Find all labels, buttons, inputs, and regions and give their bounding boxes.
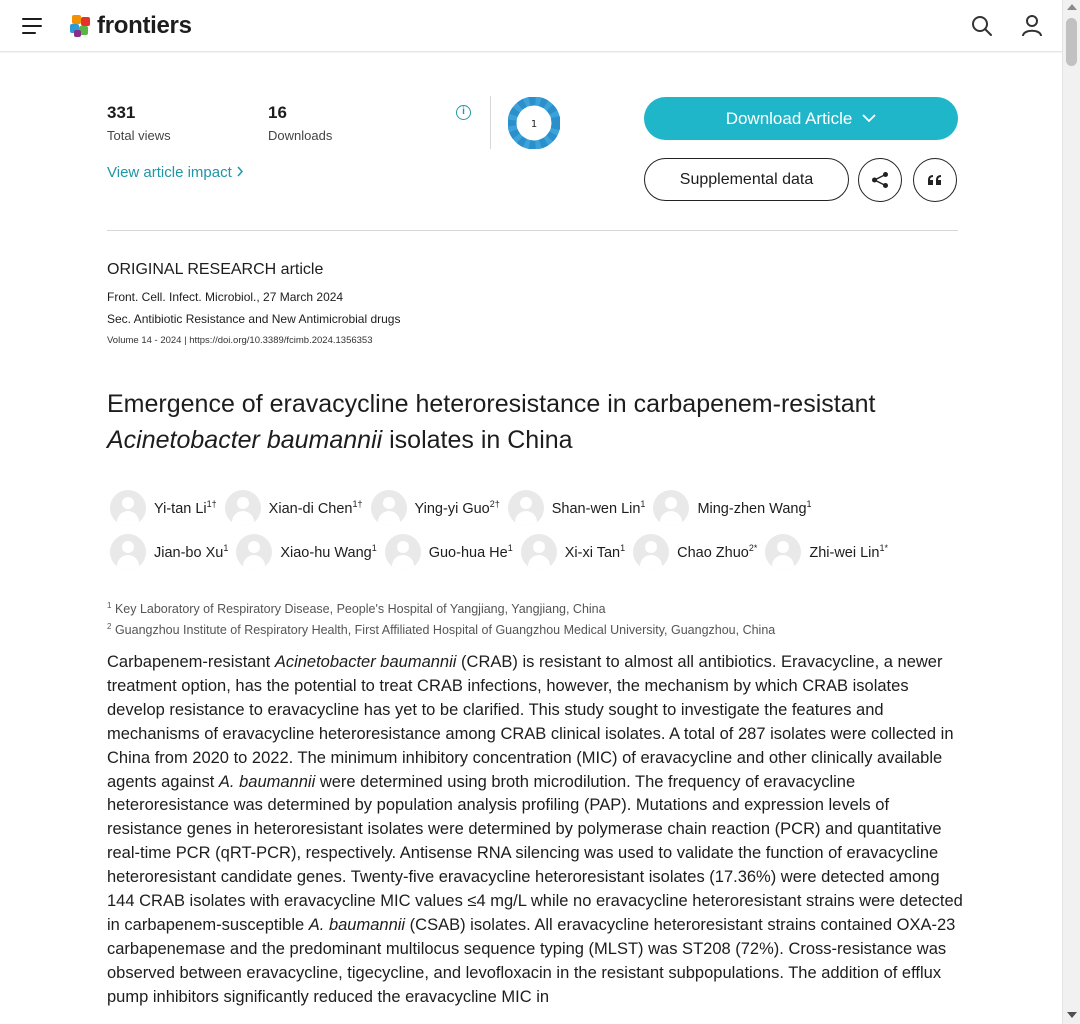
share-button[interactable]	[858, 158, 902, 202]
affiliations	[107, 597, 775, 639]
altmetric-score: 1	[530, 119, 538, 130]
avatar	[765, 534, 801, 570]
author-chip[interactable]	[385, 534, 513, 570]
view-article-impact-label: View article impact	[107, 164, 232, 181]
total-views-value: 331	[107, 103, 136, 122]
author-chip[interactable]	[508, 490, 646, 526]
search-icon[interactable]	[970, 14, 994, 38]
author-chip[interactable]	[225, 490, 363, 526]
author-name: Shan-wen Lin$^1$	[551, 499, 646, 517]
altmetric-badge[interactable]	[508, 97, 560, 149]
metrics-divider	[490, 96, 491, 149]
header-divider	[107, 230, 958, 231]
downloads-metric	[268, 103, 332, 143]
avatar	[225, 490, 261, 526]
downloads-label: Downloads	[268, 128, 333, 143]
abstract-text: Carbapenem-resistant Acinetobacter baumannii (CRAB) is resistant to almost all antibiotics. Eravacycline, a newer treatment option, has the potential to treat CRAB infections, however, the mechanism by which CRAB isolates develop resistance to eravacycline has yet to be clarified. This study sought to investigate the features and mechanisms of eravacycline heteroresistance among CRAB clinical isolates. A total of 287 isolates were collected in China from 2020 to 2022. The minimum inhibitory concentration (MIC) of eravacycline and other clinically available agents against A. baumannii were determined using broth microdilution. The frequency of eravacycline heteroresistance was determined by population analysis profiling (PAP). Mutations and expression levels of resistance genes in heteroresistant isolates were determined by polymerase chain reaction (PCR) and quantitative real-time PCR (qRT-PCR), respectively. Antisense RNA silencing was used to validate the function of eravacycline heteroresistant candidate genes. Twenty-five eravacycline heteroresistant isolates (17.36%) were detected among 144 CRAB isolates with eravacycline MIC values ≤4 mg/L while no eravacycline heteroresistant strains were detected in carbapenem-susceptible A. baumannii (CSAB) isolates. All eravacycline heteroresistant strains contained OXA-23 carbapenemase and the predominant multilocus sequence typing (MLST) was ST208 (72%). Cross-resistance was observed between eravacycline, tigecycline, and levofloxacin in the resistant subpopulations. The addition of efflux pump inhibitors significantly reduced the eravacycline MIC in	[107, 653, 963, 1006]
menu-icon[interactable]	[22, 18, 42, 34]
frontiers-logo[interactable]	[70, 12, 192, 40]
avatar	[236, 534, 272, 570]
avatar	[508, 490, 544, 526]
download-article-label: Download Article	[725, 108, 853, 128]
article-type-prefix: ORIGINAL RESEARCH	[107, 261, 277, 278]
cite-button[interactable]	[913, 158, 957, 202]
page-scrollbar[interactable]	[1062, 0, 1080, 1024]
scroll-down-icon[interactable]	[1067, 1012, 1077, 1018]
author-chip[interactable]	[633, 534, 757, 570]
affiliation-item: $^2$ Guangzhou Institute of Respiratory Health, First Affiliated Hospital of Guangzhou Medical University, Guangzhou, China	[107, 622, 776, 638]
brand-name: frontiers	[97, 12, 192, 39]
author-name: Xiao-hu Wang$^1$	[280, 543, 377, 561]
article-type	[107, 261, 323, 279]
authors-row-2	[110, 534, 896, 570]
total-views-label: Total views	[107, 128, 171, 143]
author-chip[interactable]	[110, 490, 217, 526]
article-title-part2: isolates in China	[389, 426, 573, 454]
avatar	[110, 490, 146, 526]
author-chip[interactable]	[236, 534, 376, 570]
author-name: Guo-hua He$^1$	[428, 543, 513, 561]
avatar	[653, 490, 689, 526]
author-chip[interactable]	[110, 534, 228, 570]
avatar	[385, 534, 421, 570]
quote-icon	[927, 174, 943, 186]
avatar	[371, 490, 407, 526]
avatar	[110, 534, 146, 570]
affiliation-item: $^1$ Key Laboratory of Respiratory Disease, People's Hospital of Yangjiang, Yangjiang, China	[107, 601, 606, 617]
share-icon	[871, 171, 889, 189]
avatar	[633, 534, 669, 570]
info-icon[interactable]: i	[456, 105, 471, 120]
author-name: Ying-yi Guo$^{2\dagger}$	[414, 499, 500, 517]
scrollbar-thumb[interactable]	[1066, 18, 1077, 66]
chevron-down-icon	[862, 114, 876, 123]
download-article-button[interactable]	[644, 97, 958, 140]
author-name: Chao Zhuo$^{2*}$	[677, 543, 758, 561]
article-title	[107, 386, 967, 458]
article-title-part1: Emergence of eravacycline heteroresistance in carbapenem-resistant	[107, 390, 876, 418]
user-account-icon[interactable]	[1020, 14, 1044, 38]
scroll-up-icon[interactable]	[1067, 4, 1077, 10]
author-chip[interactable]	[765, 534, 888, 570]
author-name: Jian-bo Xu$^1$	[154, 543, 229, 561]
view-article-impact-link[interactable]	[107, 164, 244, 181]
total-views-metric	[107, 103, 171, 143]
chevron-right-icon	[236, 166, 244, 177]
top-navigation-bar	[0, 0, 1062, 52]
author-chip[interactable]	[653, 490, 811, 526]
author-name: Ming-zhen Wang$^1$	[697, 499, 812, 517]
article-page	[0, 53, 1062, 1024]
frontiers-logo-mark-icon	[70, 14, 92, 38]
supplemental-data-button[interactable]	[644, 158, 849, 201]
author-name: Yi-tan $Li^{1\dagger}$	[154, 499, 217, 517]
author-name: Xian-di Chen$^{1\dagger}$	[268, 499, 363, 517]
author-chip[interactable]	[521, 534, 625, 570]
avatar	[521, 534, 557, 570]
altmetric-donut-icon	[508, 97, 560, 149]
volume-doi[interactable]: Volume 14 - 2024 | https://doi.org/10.3389/fcimb.2024.1356353	[107, 335, 373, 346]
authors-row-1	[110, 490, 820, 526]
journal-date[interactable]: Front. Cell. Infect. Microbiol., 27 March 2024	[107, 290, 344, 304]
author-name: Zhi-wei Lin$^{1*}$	[809, 543, 888, 561]
author-chip[interactable]	[371, 490, 500, 526]
journal-section[interactable]: Sec. Antibiotic Resistance and New Antimicrobial drugs	[107, 312, 401, 326]
author-name: Xi-xi Tan$^1$	[564, 543, 626, 561]
article-title-species: Acinetobacter baumannii	[107, 426, 383, 454]
downloads-value: 16	[268, 103, 287, 122]
supplemental-data-label: Supplemental data	[679, 170, 814, 188]
article-type-suffix: article	[280, 261, 324, 278]
